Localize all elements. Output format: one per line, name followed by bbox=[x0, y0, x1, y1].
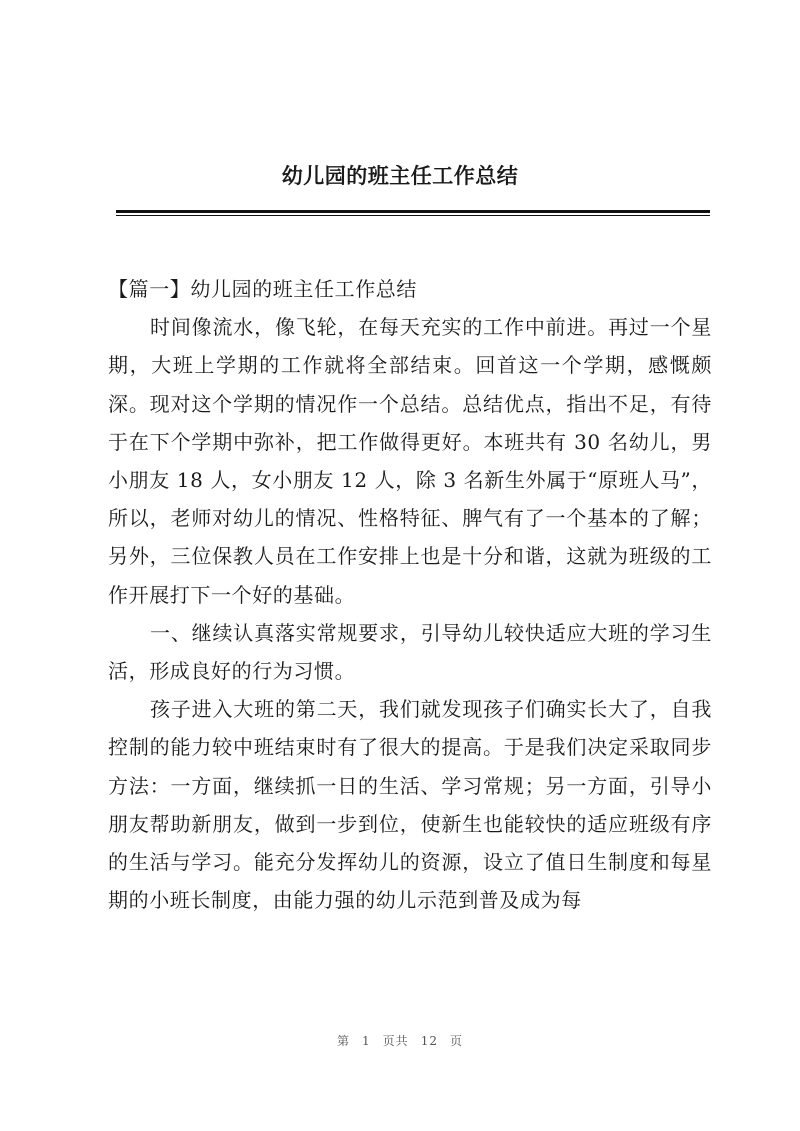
title-underline-thin bbox=[116, 215, 710, 216]
paragraph-details: 孩子进入大班的第二天，我们就发现孩子们确实长大了，自我控制的能力较中班结束时有了很大的提高。于是我们决定采取同步方法：一方面，继续抓一日的生活、学习常规；另一方面，引导小朋友帮助新朋友，做到一步到位，使新生也能较快的适应班级有序的生活与学习。能充分发挥幼儿的资源，设立了值日生制度和每星期的小班长制度，由能力强的幼儿示范到普及成为每 bbox=[108, 697, 712, 913]
page-footer bbox=[0, 1032, 800, 1049]
footer-suffix: 页 bbox=[449, 1034, 463, 1048]
document-body bbox=[108, 270, 712, 919]
document-title: 幼儿园的班主任工作总结 bbox=[281, 163, 519, 188]
section-heading: 【篇一】幼儿园的班主任工作总结 bbox=[108, 277, 417, 301]
paragraph-intro: 时间像流水，像飞轮，在每天充实的工作中前进。再过一个星期，大班上学期的工作就将全部结束。回首这一个学期，感慨颇深。现对这个学期的情况作一个总结。总结优点，指出不足，有待于在下个学期中弥补，把工作做得更好。本班共有 30 名幼儿，男小朋友 18 人，女小朋友 12 人，除 3 名新生外属于“原班人马”，所以，老师对幼儿的情况、性格特征、脾气有了一个基本的了解；另外，三位保教人员在工作安排上也是十分和谐，这就为班级的工作开展打下一个好的基础。 bbox=[108, 315, 712, 607]
footer-total-pages: 12 bbox=[420, 1034, 438, 1048]
title-underline-thick bbox=[116, 210, 710, 213]
paragraph-point-one: 一、继续认真落实常规要求，引导幼儿较快适应大班的学习生活，形成良好的行为习惯。 bbox=[108, 620, 712, 684]
footer-prefix: 第 bbox=[337, 1034, 351, 1048]
footer-middle: 页共 bbox=[382, 1034, 409, 1048]
footer-current-page: 1 bbox=[362, 1034, 371, 1048]
